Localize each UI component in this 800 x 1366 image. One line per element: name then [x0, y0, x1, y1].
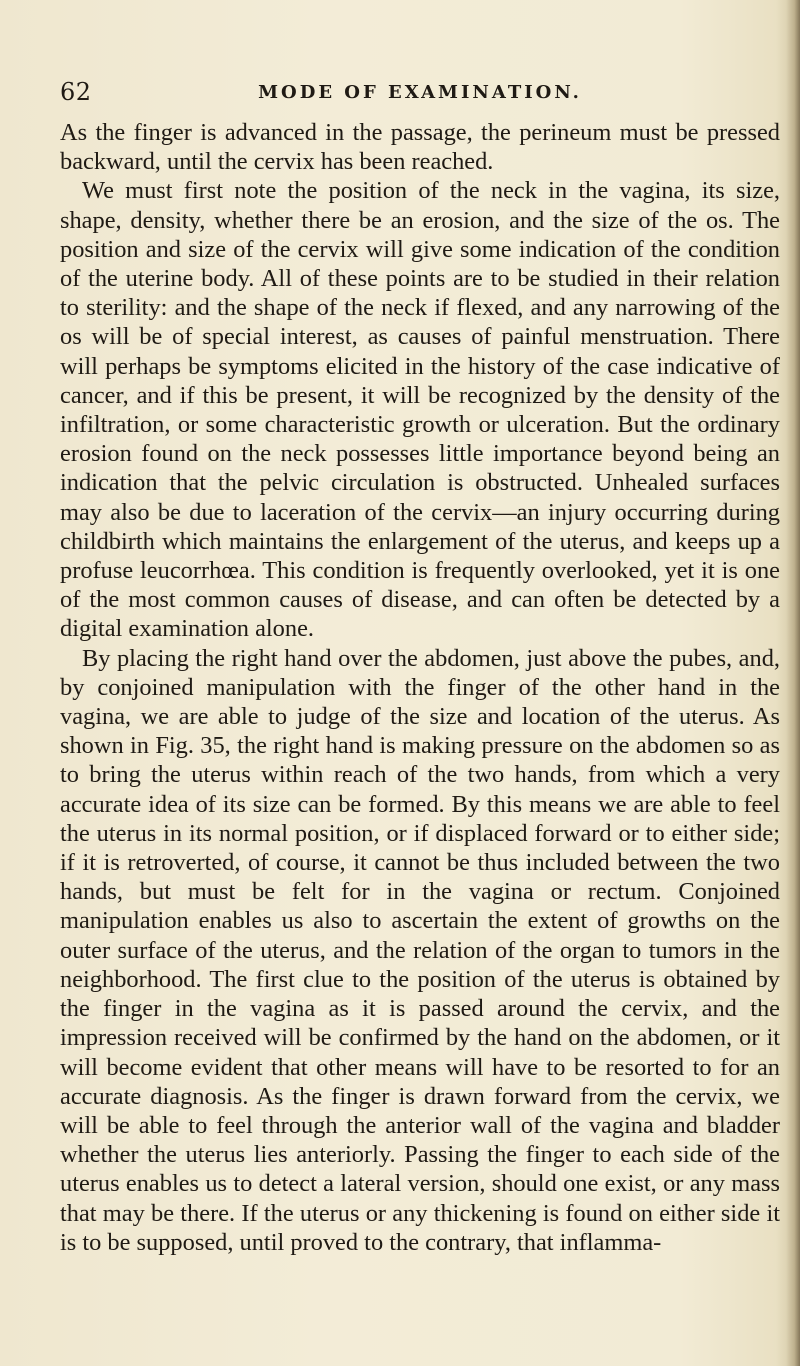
running-head: [60, 78, 780, 106]
running-head-title: MODE OF EXAMINATION.: [258, 82, 582, 103]
page-gutter-shadow: [786, 0, 800, 1366]
paragraph-2: We must first note the position of the neck in the vagina, its size, shape, density, whether there be an erosion, and the size of the os. The position and size of the cervix will give some indication of the condition of the uterine body. All of these points are to be studied in their relation to sterility: and the shape of the neck if flexed, and any narrowing of the os will be of special interest, as causes of painful menstruation. There will perhaps be symptoms elicited in the history of the case indicative of cancer, and if this be present, it will be recognized by the density of the infiltration, or some characteristic growth or ulceration. But the ordinary erosion found on the neck possesses little importance beyond being an indication that the pelvic circulation is obstructed. Unhealed surfaces may also be due to laceration of the cervix—an injury occurring during childbirth which maintains the enlargement of the uterus, and keeps up a profuse leucorrhœa. This condition is frequently overlooked, yet it is one of the most common causes of disease, and can often be detected by a digital examination alone.: [60, 177, 780, 643]
paragraph-1: As the finger is advanced in the passage, the perineum must be pressed backward, until the cervix has been reached.: [60, 119, 780, 176]
paragraph-3: By placing the right hand over the abdomen, just above the pubes, and, by conjoined manipulation with the finger of the other hand in the vagina, we are able to judge of the size and location of the uterus. As shown in Fig. 35, the right hand is making pressure on the abdomen so as to bring the uterus within reach of the two hands, from which a very accurate idea of its size can be formed. By this means we are able to feel the uterus in its normal position, or if displaced forward or to either side; if it is retroverted, of course, it cannot be thus included between the two hands, but must be felt for in the vagina or rectum. Conjoined manipulation enables us also to ascertain the extent of growths on the outer surface of the uterus, and the relation of the organ to tumors in the neighborhood. The first clue to the position of the uterus is obtained by the finger in the vagina as it is passed around the cervix, and the impression received will be confirmed by the hand on the abdomen, or it will become evident that other means will have to be resorted to for an accurate diagnosis. As the finger is drawn forward from the cervix, we will be able to feel through the anterior wall of the vagina and bladder whether the uterus lies anteriorly. Passing the finger to each side of the uterus enables us to detect a lateral version, should one exist, or any mass that may be there. If the uterus or any thickening is found on either side it is to be supposed, until proved to the contrary, that inflamma-: [60, 644, 780, 1256]
page-number: 62: [60, 78, 92, 106]
body-text: [60, 118, 780, 1257]
